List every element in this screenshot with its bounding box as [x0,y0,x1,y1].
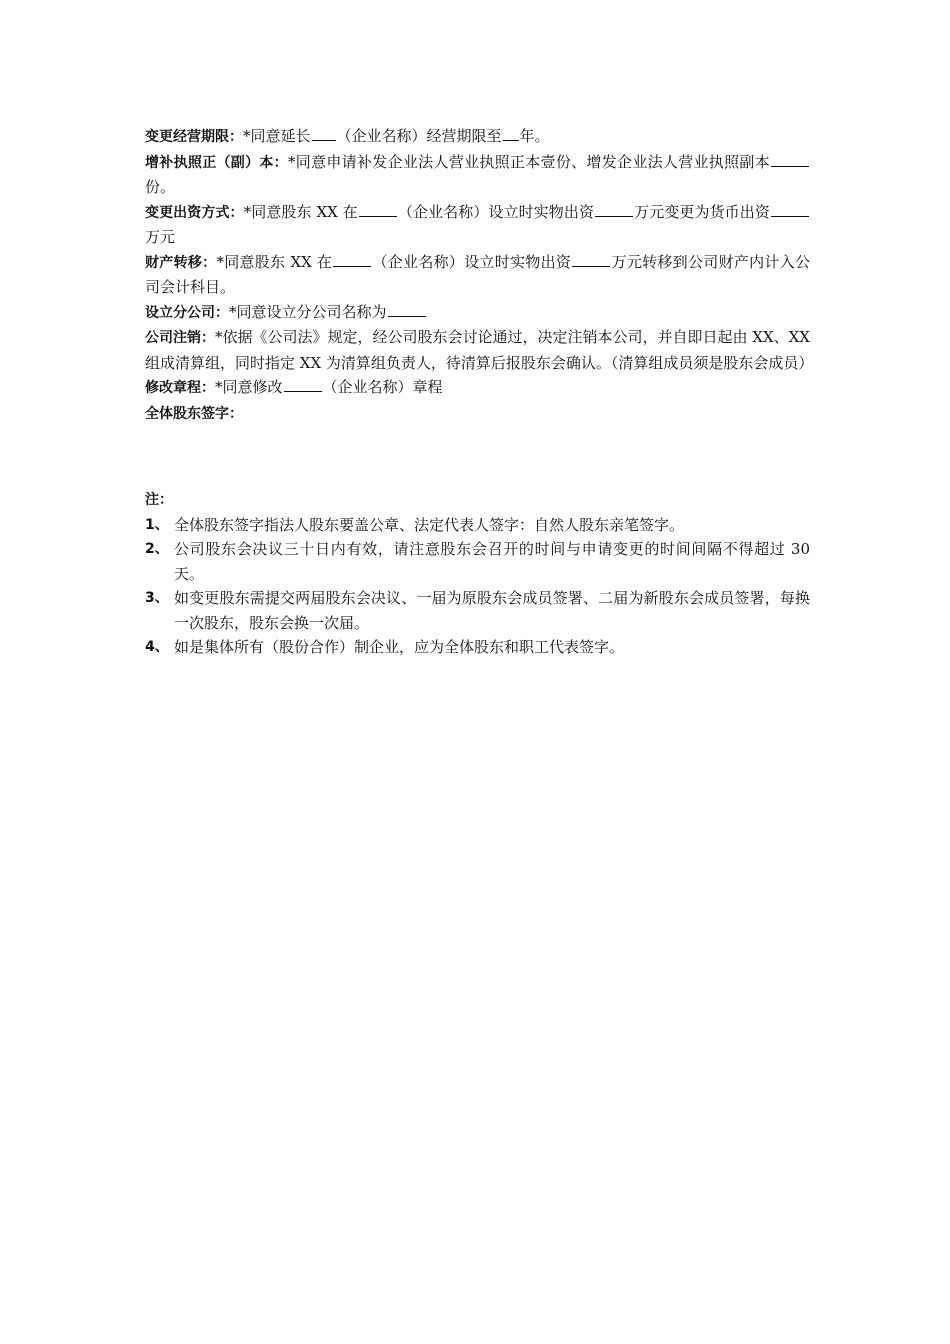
section-label: 设立分公司： [145,304,229,321]
section-label: 变更出资方式： [145,204,244,221]
section-license-copy: 增补执照正（副）本：*同意申请补发企业法人营业执照正本壹份、增发企业法人营业执照副本份。 [145,150,810,200]
section-label: 财产转移： [145,254,217,271]
note-item [145,586,810,635]
fill-blank [312,124,336,141]
note-text: 全体股东签字指法人股东要盖公章、法定代表人签字：自然人股东亲笔签字。 [174,515,685,534]
fill-blank [359,200,397,217]
section-contribution-method: 变更出资方式：*同意股东 XX 在 （企业名称）设立时实物出资 万元变更为货币出资万元 [145,200,810,250]
fill-blank [771,200,809,217]
section-label: 增补执照正（副）本： [145,154,288,171]
note-text: 如变更股东需提交两届股东会决议、一届为原股东会成员签署、二届为新股东会成员签署，每换一次股东，股东会换一次届。 [174,589,810,632]
fill-blank [503,124,519,141]
note-number: 2、 [145,541,169,557]
section-label: 修改章程： [145,380,215,396]
fill-blank [771,150,809,167]
fill-blank [595,200,633,217]
fill-blank [388,300,426,317]
note-number: 3、 [145,590,169,606]
fill-blank [572,250,610,267]
notes-title: 注： [145,492,173,508]
note-text: 如是集体所有（股份合作）制企业，应为全体股东和职工代表签字。 [174,638,625,656]
document-page [145,124,814,660]
note-number: 4、 [145,639,169,655]
section-deregistration: 公司注销：*依据《公司法》规定，经公司股东会讨论通过，决定注销本公司，并自即日起由 XX、XX 组成清算组，同时指定 XX 为清算组负责人，待清算后报股东会确认。（清算组成员须是股东会成员） [145,328,814,372]
signature-space [145,426,810,488]
section-label: 公司注销： [145,330,215,346]
section-label: 全体股东签字： [145,405,243,422]
note-item [145,635,810,660]
note-item [145,513,810,538]
section-branch: 设立分公司：*同意设立分公司名称为 [145,300,810,326]
section-amend-articles: 修改章程：*同意修改 （企业名称）章程 [145,375,810,401]
section-label: 变更经营期限： [145,129,243,145]
note-text: 公司股东会决议三十日内有效，请注意股东会召开的时间与申请变更的时间间隔不得超过 30 天。 [174,540,810,583]
section-signatures [145,401,810,427]
section-change-term: 变更经营期限：*同意延长 （企业名称）经营期限至 年。 [145,124,810,150]
note-number: 1、 [145,516,169,533]
fill-blank [284,375,322,392]
fill-blank [333,250,371,267]
note-item [145,537,810,586]
section-property-transfer: 财产转移：*同意股东 XX 在 （企业名称）设立时实物出资 万元转移到公司财产内计入公司会计科目。 [145,250,810,300]
